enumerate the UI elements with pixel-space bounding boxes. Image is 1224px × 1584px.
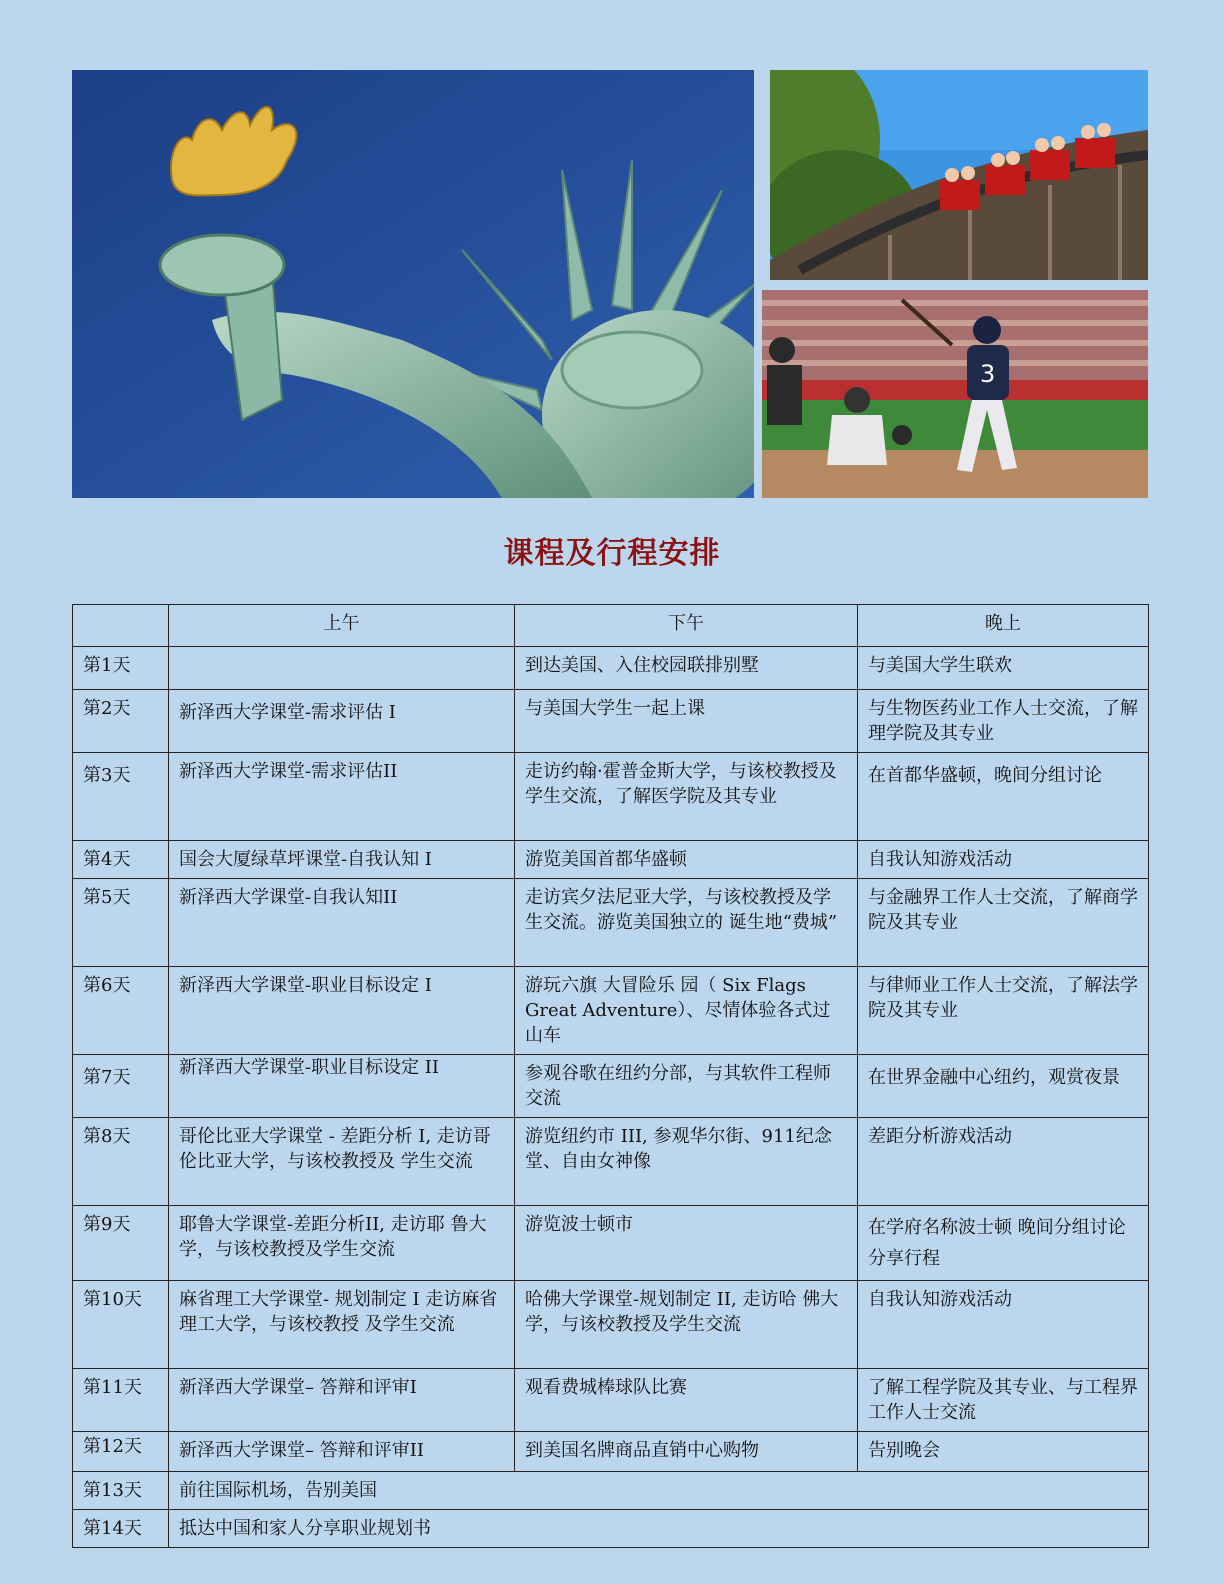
evening-cell: 与律师业工作人士交流，了解法学院及其专业 [858,967,1149,1055]
afternoon-cell: 游览波士顿市 [515,1206,858,1281]
table-row [73,647,1149,690]
table-row [73,690,1149,753]
day-cell: 第8天 [73,1118,169,1206]
roller-coaster-photo [770,70,1148,280]
afternoon-cell: 到达美国、入住校园联排别墅 [515,647,858,690]
header-evening: 晚上 [858,605,1149,647]
day-cell: 第9天 [73,1206,169,1281]
afternoon-cell: 到美国名牌商品直销中心购物 [515,1432,858,1472]
morning-cell: 新泽西大学课堂-职业目标设定 II [169,1055,515,1118]
morning-cell: 麻省理工大学课堂- 规划制定 I 走访麻省理工大学，与该校教授 及学生交流 [169,1281,515,1369]
table-row [73,1432,1149,1472]
morning-cell: 哥伦比亚大学课堂 - 差距分析 I, 走访哥伦比亚大学，与该校教授及 学生交流 [169,1118,515,1206]
afternoon-cell: 走访约翰·霍普金斯大学，与该校教授及学生交流，了解医学院及其专业 [515,753,858,841]
day-cell: 第5天 [73,879,169,967]
day-cell: 第3天 [73,753,169,841]
day-cell: 第6天 [73,967,169,1055]
day-cell: 第13天 [73,1472,169,1510]
morning-cell: 新泽西大学课堂-自我认知II [169,879,515,967]
table-row [73,1369,1149,1432]
table-row [73,1510,1149,1548]
afternoon-cell: 走访宾夕法尼亚大学，与该校教授及学生交流。游览美国独立的 诞生地“费城” [515,879,858,967]
evening-cell: 与生物医药业工作人士交流，了解理学院及其专业 [858,690,1149,753]
day-cell: 第11天 [73,1369,169,1432]
header-morning: 上午 [169,605,515,647]
evening-cell: 在世界金融中心纽约，观赏夜景 [858,1055,1149,1118]
afternoon-cell: 游览纽约市 III, 参观华尔街、911纪念堂、自由女神像 [515,1118,858,1206]
day-cell: 第1天 [73,647,169,690]
morning-cell: 新泽西大学课堂– 答辩和评审I [169,1369,515,1432]
table-row [73,1206,1149,1281]
morning-cell: 新泽西大学课堂-职业目标设定 I [169,967,515,1055]
full-day-cell: 抵达中国和家人分享职业规划书 [169,1510,1149,1548]
svg-text:3: 3 [980,360,996,388]
evening-cell: 在学府名称波士顿 晚间分组讨论分享行程 [858,1206,1149,1281]
afternoon-cell: 与美国大学生一起上课 [515,690,858,753]
morning-cell: 新泽西大学课堂-需求评估II [169,753,515,841]
table-row [73,841,1149,879]
afternoon-cell: 游玩六旗 大冒险乐 园（ Six Flags Great Adventure）、尽情体验各式过山车 [515,967,858,1055]
afternoon-cell: 观看费城棒球队比赛 [515,1369,858,1432]
morning-cell: 新泽西大学课堂-需求评估 I [169,690,515,753]
day-cell: 第4天 [73,841,169,879]
table-row [73,1281,1149,1369]
evening-cell: 在首都华盛顿，晚间分组讨论 [858,753,1149,841]
table-row [73,753,1149,841]
afternoon-cell: 哈佛大学课堂-规划制定 II, 走访哈 佛大学，与该校教授及学生交流 [515,1281,858,1369]
afternoon-cell: 参观谷歌在纽约分部，与其软件工程师交流 [515,1055,858,1118]
table-row [73,1055,1149,1118]
table-row [73,1472,1149,1510]
evening-cell: 差距分析游戏活动 [858,1118,1149,1206]
page-title: 课程及行程安排 [503,536,721,571]
evening-cell: 告别晚会 [858,1432,1149,1472]
morning-cell [169,647,515,690]
evening-cell: 了解工程学院及其专业、与工程界工作人士交流 [858,1369,1149,1432]
afternoon-cell: 游览美国首都华盛顿 [515,841,858,879]
table-row [73,1118,1149,1206]
table-row [73,879,1149,967]
baseball-game-photo [762,290,1148,498]
day-cell: 第2天 [73,690,169,753]
morning-cell: 新泽西大学课堂– 答辩和评审II [169,1432,515,1472]
table-header-row [73,605,1149,647]
header-afternoon: 下午 [515,605,858,647]
day-cell: 第14天 [73,1510,169,1548]
day-cell: 第12天 [73,1432,169,1472]
itinerary-table [72,604,1149,1548]
evening-cell: 与金融界工作人士交流，了解商学院及其专业 [858,879,1149,967]
day-cell: 第10天 [73,1281,169,1369]
day-cell: 第7天 [73,1055,169,1118]
table-row [73,967,1149,1055]
full-day-cell: 前往国际机场，告别美国 [169,1472,1149,1510]
morning-cell: 耶鲁大学课堂-差距分析II, 走访耶 鲁大学，与该校教授及学生交流 [169,1206,515,1281]
morning-cell: 国会大厦绿草坪课堂-自我认知 I [169,841,515,879]
evening-cell: 自我认知游戏活动 [858,841,1149,879]
evening-cell: 与美国大学生联欢 [858,647,1149,690]
header-day [73,605,169,647]
statue-of-liberty-photo [72,70,754,498]
evening-cell: 自我认知游戏活动 [858,1281,1149,1369]
